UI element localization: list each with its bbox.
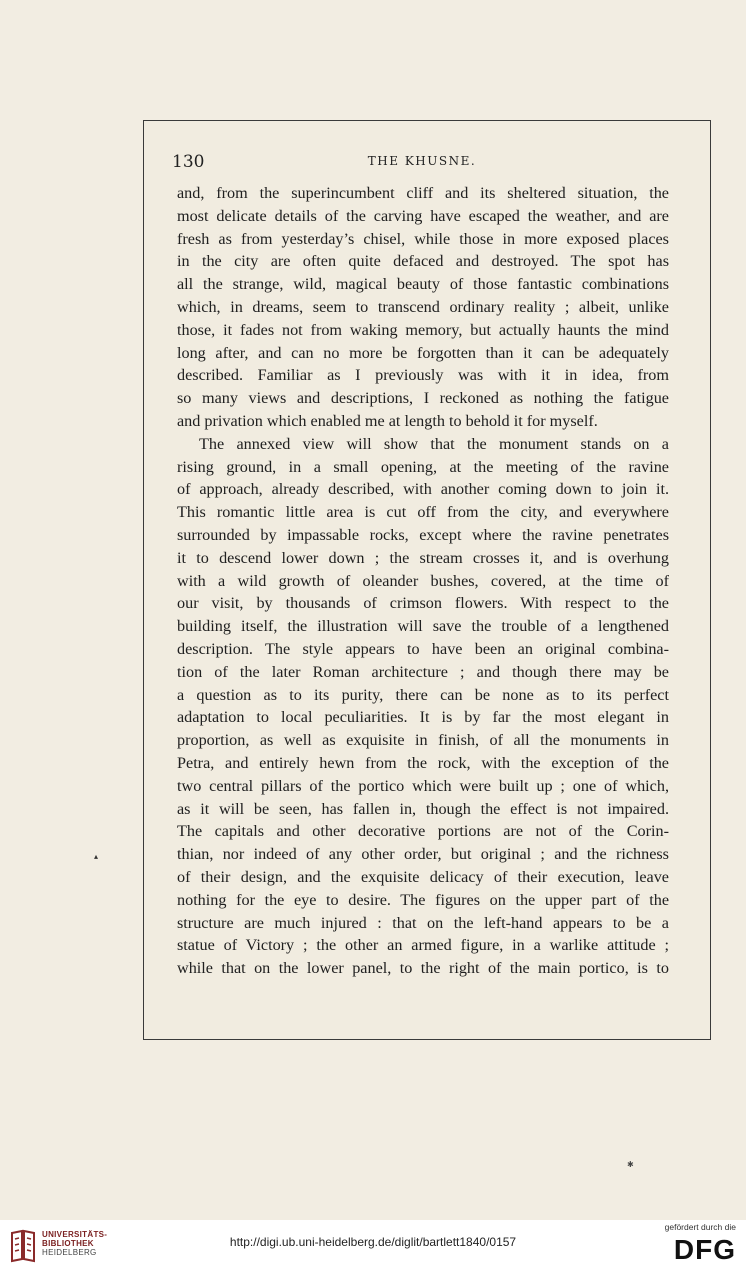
body-text — [177, 182, 669, 980]
text-line: This romantic little area is cut off from the city, and everywhere — [177, 503, 669, 522]
running-title: THE KHUSNE. — [367, 154, 477, 168]
text-line: rising ground, in a small opening, at the meeting of the ravine — [177, 457, 669, 476]
text-line: building itself, the illustration will save the trouble of a lengthened — [177, 617, 669, 636]
text-line: our visit, by thousands of crimson flowers. With respect to the — [177, 594, 669, 613]
text-line: long after, and can no more be forgotten than it can be adequately — [177, 343, 669, 362]
text-line: surrounded by impassable rocks, except where the ravine penetrates — [177, 525, 669, 544]
dfg-logo: DFG — [673, 1234, 736, 1265]
library-name-line: BIBLIOTHEK — [42, 1239, 94, 1248]
text-line: tion of the later Roman architecture ; and though there may be — [177, 662, 669, 681]
running-head — [172, 152, 672, 174]
scan-speck: ✱ — [627, 1160, 634, 1169]
text-line: Petra, and entirely hewn from the rock, with the exception of the — [177, 753, 669, 772]
page-number: 130 — [172, 152, 205, 172]
text-line: and privation which enabled me at length to behold it for myself. — [177, 411, 598, 430]
text-line: nothing for the eye to desire. The figures on the upper part of the — [177, 890, 669, 909]
text-line: with a wild growth of oleander bushes, covered, at the time of — [177, 571, 669, 590]
text-line: The annexed view will show that the monument stands on a — [199, 434, 669, 453]
text-line: it to descend lower down ; the stream crosses it, and is overhung — [177, 548, 669, 567]
text-line: all the strange, wild, magical beauty of those fantastic combinations — [177, 275, 669, 294]
text-line: structure are much injured : that on the left-hand appears to be a — [177, 913, 669, 932]
text-line: so many views and descriptions, I reckoned as nothing the fatigue — [177, 389, 669, 408]
text-line: fresh as from yesterday’s chisel, while those in more exposed places — [177, 229, 669, 248]
text-line: in the city are often quite defaced and destroyed. The spot has — [177, 252, 669, 271]
text-line: statue of Victory ; the other an armed figure, in a warlike attitude ; — [177, 936, 669, 955]
text-line: two central pillars of the portico which were built up ; one of which, — [177, 776, 669, 795]
funder-caption: gefördert durch die — [664, 1222, 736, 1232]
text-line: of their design, and the exquisite delicacy of their execution, leave — [177, 867, 669, 886]
text-line: proportion, as well as exquisite in finish, of all the monuments in — [177, 731, 669, 750]
text-line: while that on the lower panel, to the right of the main portico, is to — [177, 959, 669, 978]
text-line: a question as to its purity, there can be none as to its perfect — [177, 685, 669, 704]
text-line: as it will be seen, has fallen in, though the effect is not impaired. — [177, 799, 669, 818]
library-name-line: HEIDELBERG — [42, 1248, 97, 1257]
scan-speck: ▴ — [94, 852, 99, 861]
text-line: most delicate details of the carving have escaped the weather, and are — [177, 206, 669, 225]
text-line: described. Familiar as I previously was with it in idea, from — [177, 366, 669, 385]
text-line: description. The style appears to have been an original combina- — [177, 639, 669, 658]
text-line: which, in dreams, seem to transcend ordinary reality ; albeit, unlike — [177, 297, 669, 316]
text-line: those, it fades not from waking memory, but actually haunts the mind — [177, 320, 669, 339]
text-line: and, from the superincumbent cliff and its sheltered situation, the — [177, 184, 669, 202]
text-line: thian, nor indeed of any other order, but original ; and the richness — [177, 845, 669, 864]
text-line: The capitals and other decorative portions are not of the Corin- — [177, 822, 669, 841]
text-line: of approach, already described, with another coming down to join it. — [177, 480, 669, 499]
text-line: adaptation to local peculiarities. It is by far the most elegant in — [177, 708, 669, 727]
source-url-link[interactable]: http://digi.ub.uni-heidelberg.de/diglit/bartlett1840/0157 — [229, 1235, 517, 1249]
library-name-line: UNIVERSITÄTS- — [42, 1230, 108, 1239]
